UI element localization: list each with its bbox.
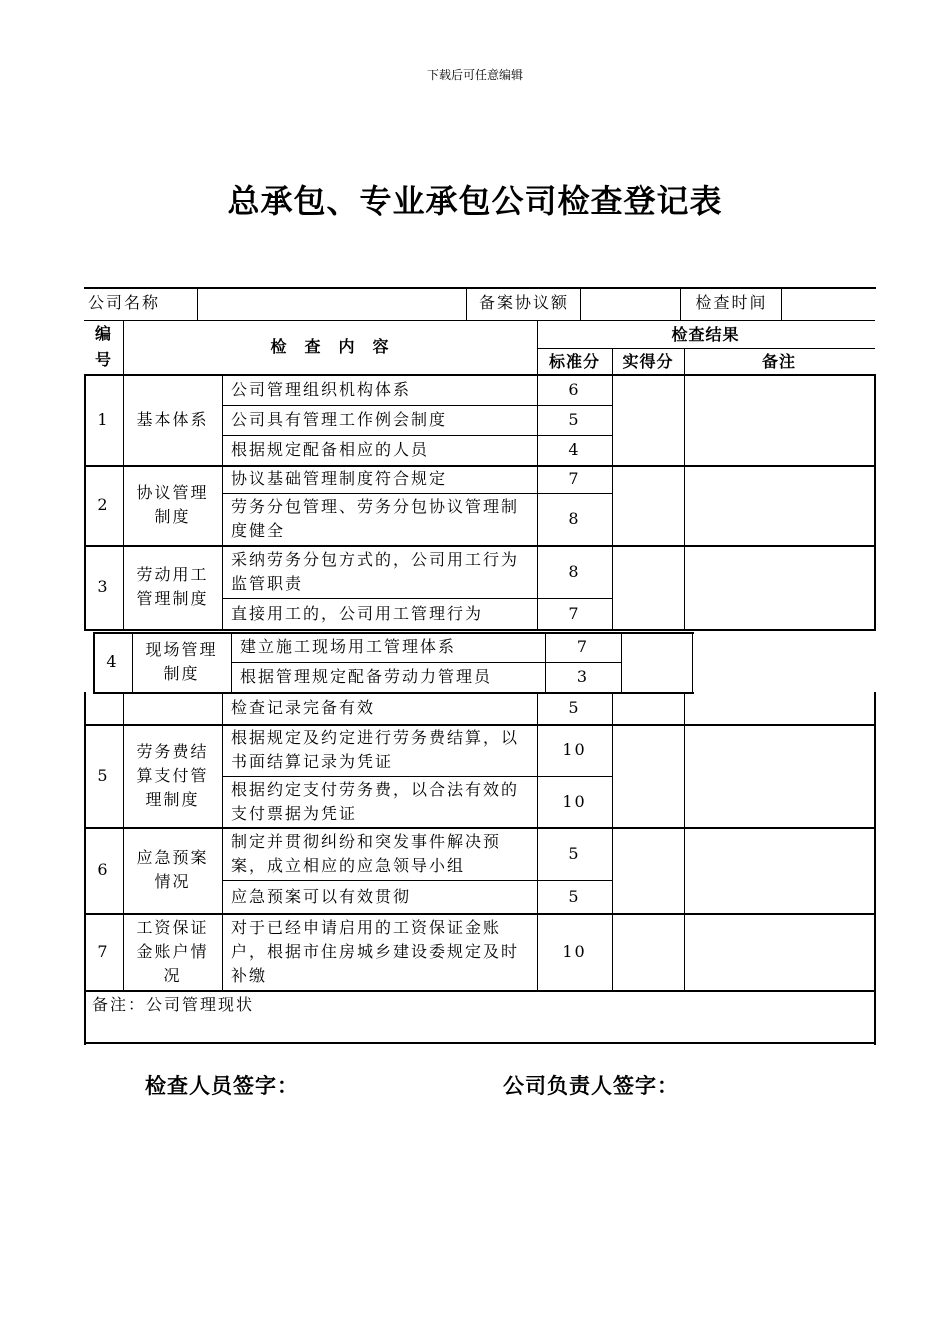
row-1-item-2 — [231, 406, 532, 434]
table-rule — [874, 827, 876, 915]
row-7-no — [84, 827, 123, 913]
col-no-1-text: 编 — [94, 324, 112, 343]
table-rule — [612, 545, 613, 630]
table-rule — [123, 692, 124, 725]
table-rule — [612, 374, 613, 466]
note-row — [92, 993, 692, 1017]
row-6-category — [129, 724, 216, 827]
row-2-item-2 — [231, 494, 532, 544]
inspection-time-label-text: 检查时间 — [695, 292, 768, 312]
table-rule — [123, 913, 124, 991]
table-rule — [684, 692, 685, 725]
table-rule — [874, 545, 876, 631]
table-rule — [684, 913, 685, 991]
table-rule — [222, 465, 223, 546]
row-7-item-2-text: 应急预案可以有效贯彻 — [231, 886, 412, 906]
table-rule — [684, 465, 685, 546]
row-4-item-2-text: 根据管理规定配备劳动力管理员 — [240, 667, 493, 686]
row-7-no-text: 6 — [97, 860, 110, 879]
table-rule — [612, 827, 613, 914]
table-rule — [84, 629, 876, 631]
table-rule — [123, 545, 124, 630]
row-1-score-3-text: 4 — [568, 440, 581, 459]
row-1-no — [84, 374, 123, 465]
row-4-no-text: 4 — [106, 652, 119, 671]
row-5-no — [84, 692, 123, 724]
row-4-score-2-text: 3 — [576, 667, 590, 686]
table-rule — [197, 287, 198, 321]
table-rule — [684, 545, 685, 630]
row-6-item-1 — [231, 725, 532, 775]
table-rule — [123, 724, 124, 828]
row-6-item-1-text: 根据规定及约定进行劳务费结算，以书面结算记录为凭证 — [231, 728, 520, 771]
row-5-item-1-text: 检查记录完备有效 — [231, 698, 376, 717]
row-1-score-1 — [537, 374, 612, 405]
row-1-item-3 — [231, 436, 532, 464]
row-8-score-1-text: 10 — [562, 941, 587, 961]
table-rule — [684, 827, 685, 914]
company-head-signature-label: 公司负责人签字： — [503, 1074, 679, 1098]
table-rule — [84, 990, 876, 992]
col-content-text: 检 查 内 容 — [270, 337, 390, 356]
row-4-no — [93, 632, 132, 692]
row-3-no — [84, 545, 123, 629]
row-6-score-1-text: 10 — [562, 740, 587, 759]
form-title: 总承包、专业承包公司检查登记表 — [227, 182, 723, 220]
row-6-score-1 — [537, 724, 612, 776]
row-7-category — [129, 827, 216, 913]
row-2-no — [84, 465, 123, 545]
row-2-item-1 — [231, 466, 532, 492]
table-rule — [84, 990, 86, 1045]
row-6-item-2-text: 根据约定支付劳务费，以合法有效的支付票据为凭证 — [231, 779, 520, 823]
row-5-item-1 — [231, 693, 532, 723]
row-7-category-text: 应急预案情况 — [136, 848, 209, 891]
note-row-text: 备注：公司管理现状 — [92, 995, 255, 1014]
table-rule — [692, 632, 693, 693]
table-rule — [680, 287, 681, 321]
table-rule — [466, 287, 467, 321]
row-7-score-1 — [537, 827, 612, 880]
table-rule — [781, 287, 782, 321]
col-actual — [612, 350, 684, 374]
row-3-item-1-text: 采纳劳务分包方式的，公司用工行为监管职责 — [231, 549, 520, 593]
row-2-score-2 — [537, 493, 612, 545]
row-3-score-2 — [537, 598, 612, 629]
table-rule — [874, 913, 876, 992]
row-3-item-2 — [231, 599, 532, 628]
row-2-score-1 — [537, 465, 612, 493]
row-4-item-1 — [240, 633, 540, 661]
row-7-score-1-text: 5 — [568, 843, 581, 863]
row-4-score-2 — [545, 662, 621, 692]
table-rule — [222, 827, 223, 914]
table-rule — [222, 913, 223, 991]
row-1-no-text: 1 — [97, 409, 110, 429]
col-content — [123, 322, 537, 372]
agreement-amount-label-text: 备案协议额 — [478, 292, 569, 312]
row-7-score-2-text: 5 — [568, 886, 581, 906]
row-3-category — [129, 545, 216, 629]
row-2-no-text: 2 — [97, 495, 110, 514]
row-8-item-1 — [231, 914, 532, 989]
row-4-item-2 — [240, 663, 540, 691]
table-rule — [612, 692, 613, 725]
row-3-score-2-text: 7 — [568, 603, 581, 623]
row-6-score-2-text: 10 — [562, 791, 587, 811]
row-7-score-2 — [537, 880, 612, 913]
row-8-score-1 — [537, 913, 612, 990]
table-rule — [123, 827, 124, 914]
row-4-score-1-text: 7 — [576, 637, 590, 656]
row-1-score-1-text: 6 — [568, 379, 581, 399]
row-1-score-2 — [537, 405, 612, 435]
row-6-item-2 — [231, 777, 532, 826]
row-1-score-2-text: 5 — [568, 410, 581, 429]
table-rule — [874, 990, 876, 1045]
col-no-2-text: 号 — [94, 350, 112, 369]
table-rule — [684, 724, 685, 828]
row-8-item-1-text: 对于已经申请启用的工资保证金账户，根据市住房城乡建设委规定及时补缴 — [231, 917, 520, 985]
row-6-no-text: 5 — [97, 765, 110, 785]
row-1-item-3-text: 根据规定配备相应的人员 — [231, 440, 430, 459]
col-standard — [537, 350, 612, 374]
table-rule — [222, 692, 223, 725]
row-1-score-3 — [537, 435, 612, 465]
row-3-item-2-text: 直接用工的，公司用工管理行为 — [231, 603, 484, 623]
table-rule — [123, 374, 124, 466]
company-name-label — [88, 289, 198, 316]
col-no-2 — [84, 348, 123, 372]
row-6-score-2 — [537, 776, 612, 827]
row-5-category — [129, 692, 216, 724]
row-2-item-1-text: 协议基础管理制度符合规定 — [231, 469, 448, 488]
row-7-item-1 — [231, 828, 532, 879]
row-6-no — [84, 724, 123, 827]
col-standard-text: 标准分 — [548, 352, 600, 371]
inspector-signature-label: 检查人员签字： — [145, 1074, 299, 1098]
row-1-item-2-text: 公司具有管理工作例会制度 — [231, 410, 448, 429]
table-rule — [874, 465, 876, 547]
row-3-score-1-text: 8 — [568, 561, 581, 581]
table-rule — [612, 913, 613, 991]
inspection-time-label — [682, 289, 781, 316]
row-8-no-text: 7 — [97, 941, 110, 961]
row-5-score-1-text: 5 — [568, 698, 581, 717]
company-name-label-text: 公司名称 — [88, 292, 161, 312]
row-3-no-text: 3 — [97, 577, 110, 596]
row-2-score-1-text: 7 — [568, 469, 581, 488]
table-rule — [874, 374, 876, 467]
row-4-category — [138, 632, 225, 692]
col-result-text: 检查结果 — [671, 325, 740, 344]
row-3-item-1 — [231, 546, 532, 597]
row-1-category — [129, 374, 216, 465]
table-rule — [580, 287, 581, 321]
row-1-item-1 — [231, 375, 532, 404]
row-7-item-1-text: 制定并贯彻纠纷和突发事件解决预案，成立相应的应急领导小组 — [231, 831, 502, 875]
row-3-category-text: 劳动用工管理制度 — [136, 565, 209, 608]
table-rule — [537, 348, 875, 349]
table-rule — [132, 632, 133, 693]
row-3-score-1 — [537, 545, 612, 598]
table-rule — [222, 545, 223, 630]
table-rule — [612, 465, 613, 546]
row-2-score-2-text: 8 — [568, 509, 581, 528]
col-actual-text: 实得分 — [622, 352, 674, 371]
row-4-category-text: 现场管理制度 — [145, 640, 218, 683]
table-rule — [874, 692, 876, 726]
row-4-item-1-text: 建立施工现场用工管理体系 — [240, 637, 457, 656]
table-rule — [684, 374, 685, 466]
col-result — [537, 322, 874, 348]
col-remark — [684, 350, 874, 374]
row-2-category — [129, 465, 216, 545]
col-no-1 — [84, 322, 123, 346]
agreement-amount-label — [468, 289, 580, 316]
table-rule — [874, 724, 876, 829]
row-4-score-1 — [545, 632, 621, 662]
row-8-category — [129, 913, 216, 990]
table-rule — [123, 465, 124, 546]
row-2-item-2-text: 劳务分包管理、劳务分包协议管理制度健全 — [231, 497, 520, 540]
table-rule — [84, 1042, 876, 1044]
row-6-category-text: 劳务费结算支付管理制度 — [136, 741, 209, 809]
table-rule — [84, 320, 875, 321]
table-rule — [222, 374, 223, 466]
row-2-category-text: 协议管理制度 — [136, 483, 209, 526]
row-8-no — [84, 913, 123, 990]
top-note: 下载后可任意编辑 — [426, 68, 523, 82]
row-5-score-1 — [537, 692, 612, 724]
row-1-item-1-text: 公司管理组织机构体系 — [231, 379, 412, 399]
row-1-category-text: 基本体系 — [136, 409, 209, 429]
row-7-item-2 — [231, 881, 532, 912]
col-remark-text: 备注 — [761, 352, 796, 371]
row-8-category-text: 工资保证金账户情况 — [136, 917, 209, 985]
